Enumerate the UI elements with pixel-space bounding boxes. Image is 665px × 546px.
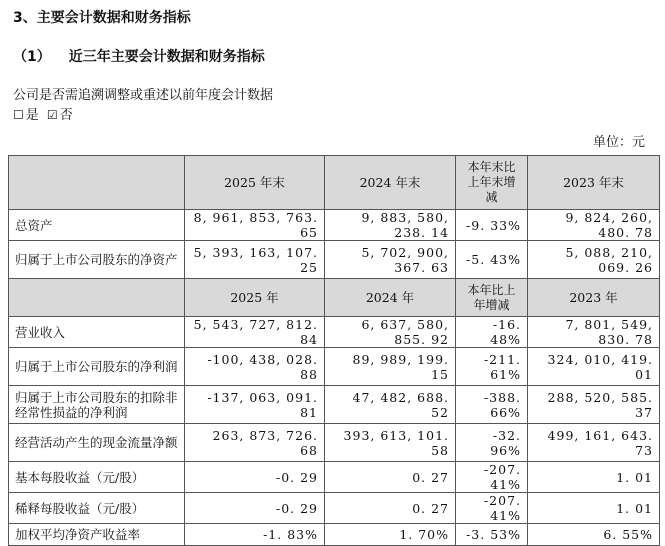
subsection-text: 近三年主要会计数据和财务指标 [68,49,265,65]
header-cell [9,156,185,210]
table-cell: -207. 41% [456,493,528,524]
table-cell: 1. 70% [325,524,456,546]
table-row [9,210,660,241]
table-cell: 5, 393, 163, 107. 25 [185,241,325,279]
unit-label: 单位：元 [592,135,645,150]
header-cell: 2025 年末 [185,156,325,210]
table-row [9,241,660,279]
checked-box-icon: ☑ [46,108,58,122]
table-cell: 89, 989, 199. 15 [325,348,456,386]
table-cell: -5. 43% [456,241,528,279]
table-cell: 1. 01 [528,493,660,524]
table-cell: -16. 48% [456,317,528,348]
header-cell: 2023 年末 [528,156,660,210]
table-row [9,317,660,348]
option-no-label: 否 [59,108,73,123]
table-cell: 0. 27 [325,493,456,524]
table-row [9,462,660,493]
table-cell: 5, 702, 900, 367. 63 [325,241,456,279]
option-no [47,108,73,123]
restatement-question: 公司是否需追溯调整或重述以前年度会计数据 [13,88,274,103]
row-label: 归属于上市公司股东的净利润 [9,348,185,386]
section-title: 3、主要会计数据和财务指标 [13,10,191,26]
table-cell: -211. 61% [456,348,528,386]
header-cell [9,279,185,317]
table-cell: -3. 53% [456,524,528,546]
table-cell: 288, 520, 585. 37 [528,386,660,424]
table-cell: -0. 29 [185,462,325,493]
table-cell: -388. 66% [456,386,528,424]
table-cell: -1. 83% [185,524,325,546]
table-row [9,348,660,386]
header-cell: 本年比上年增减 [456,279,528,317]
row-label: 营业收入 [9,317,185,348]
table-cell: 263, 873, 726. 68 [185,424,325,462]
table-cell: 393, 613, 101. 58 [325,424,456,462]
table-cell: 0. 27 [325,462,456,493]
header-cell: 本年末比上年末增减 [456,156,528,210]
table-cell: 8, 961, 853, 763. 65 [185,210,325,241]
table-header-row [9,156,660,210]
table-cell: 7, 801, 549, 830. 78 [528,317,660,348]
subsection-number: （1） [13,49,51,65]
table-row [9,524,660,546]
subsection-title [13,46,265,66]
row-label: 稀释每股收益（元/股） [9,493,185,524]
restatement-options [13,104,77,123]
header-cell: 2024 年末 [325,156,456,210]
row-label: 归属于上市公司股东的扣除非经常性损益的净利润 [9,386,185,424]
table-cell: 47, 482, 688. 52 [325,386,456,424]
table-cell: -137, 063, 091. 81 [185,386,325,424]
row-label: 基本每股收益（元/股） [9,462,185,493]
header-cell: 2024 年 [325,279,456,317]
table-header-row [9,279,660,317]
table-cell: 5, 543, 727, 812. 84 [185,317,325,348]
row-label: 总资产 [9,210,185,241]
row-label: 加权平均净资产收益率 [9,524,185,546]
table-cell: -9. 33% [456,210,528,241]
header-cell: 2023 年 [528,279,660,317]
option-yes-label: 是 [25,108,39,123]
header-cell: 2025 年 [185,279,325,317]
table-cell: -32. 96% [456,424,528,462]
table-cell: 324, 010, 419. 01 [528,348,660,386]
unchecked-box-icon: ☐ [13,108,24,122]
table-cell: 499, 161, 643. 73 [528,424,660,462]
option-yes [13,108,39,123]
table-row [9,386,660,424]
table-cell: 6. 55% [528,524,660,546]
row-label: 经营活动产生的现金流量净额 [9,424,185,462]
table-cell: 5, 088, 210, 069. 26 [528,241,660,279]
table-cell: 6, 637, 580, 855. 92 [325,317,456,348]
table-cell: -0. 29 [185,493,325,524]
table-cell: 1. 01 [528,462,660,493]
table-cell: 9, 883, 580, 238. 14 [325,210,456,241]
table-cell: -207. 41% [456,462,528,493]
row-label: 归属于上市公司股东的净资产 [9,241,185,279]
table-row [9,424,660,462]
financial-data-table [8,155,660,546]
table-cell: -100, 438, 028. 88 [185,348,325,386]
table-row [9,493,660,524]
table-cell: 9, 824, 260, 480. 78 [528,210,660,241]
